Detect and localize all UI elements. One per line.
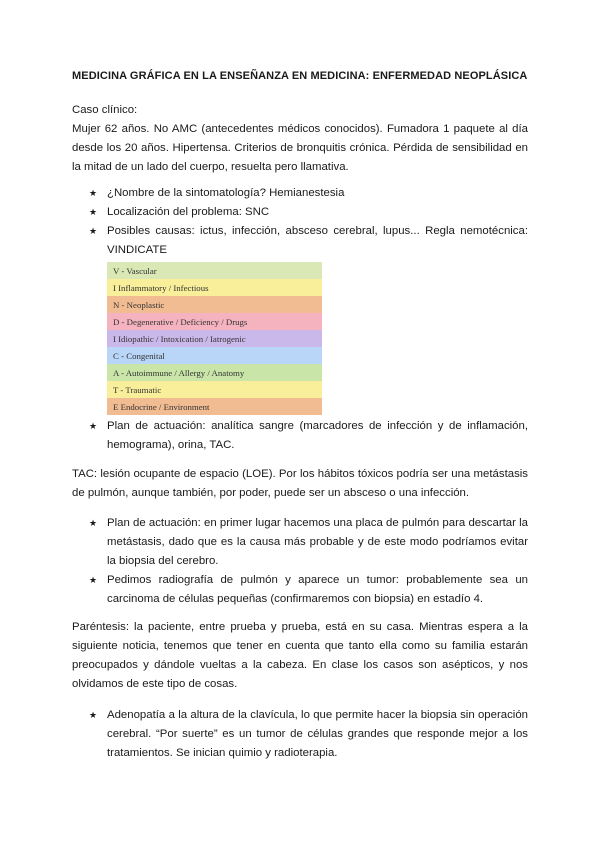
bullet-list-symptoms [72,184,528,260]
vindicate-cell: I Inflammatory / Infectious [107,279,322,296]
list-item [72,203,528,222]
vindicate-row [107,347,322,364]
vindicate-row [107,279,322,296]
vindicate-cell: A - Autoimmune / Allergy / Anatomy [107,364,322,381]
vindicate-cell: I Idiopathic / Intoxication / Iatrogenic [107,330,322,347]
case-heading: Caso clínico: [72,104,138,116]
vindicate-row [107,296,322,313]
bullet-text: Plan de actuación: en primer lugar hacemos una placa de pulmón para descartar la metástasis, dado que es la causa más probable y de este modo podríamos evitar la biopsia del cerebro. [107,517,528,567]
vindicate-row [107,330,322,347]
vindicate-cell: T - Traumatic [107,381,322,398]
star-bullet-icon: ★ [89,207,98,217]
list-item [72,514,528,571]
star-bullet-icon: ★ [89,188,98,198]
vindicate-row [107,364,322,381]
vindicate-row [107,262,322,279]
page-title: MEDICINA GRÁFICA EN LA ENSEÑANZA EN MEDICINA: ENFERMEDAD NEOPLÁSICA [72,70,528,82]
bullet-list-plan [72,417,528,455]
vindicate-row [107,398,322,415]
list-item [72,417,528,455]
case-text: Mujer 62 años. No AMC (antecedentes médicos conocidos). Fumadora 1 paquete al día desde los 20 años. Hipertensa. Criterios de bronquitis crónica. Pérdida de sensibilidad en la mitad de un lado del cuerpo, resuelta pero llamativa. [72,123,528,173]
vindicate-cell: C - Congenital [107,347,322,364]
bullet-text: Posibles causas: ictus, infección, absceso cerebral, lupus... Regla nemotécnica: VINDICATE [107,225,528,256]
bullet-text: ¿Nombre de la sintomatología? Hemianestesia [107,187,345,199]
list-item [72,222,528,260]
vindicate-cell: V - Vascular [107,262,322,279]
bullet-list-lung [72,514,528,609]
bullet-text: Adenopatía a la altura de la clavícula, lo que permite hacer la biopsia sin operación cerebral. “Por suerte” es un tumor de células grandes que responde mejor a los tratamientos. Se inician quimio y radioterapia. [107,709,528,759]
list-item [72,184,528,203]
bullet-text: Pedimos radiografía de pulmón y aparece un tumor: probablemente sea un carcinoma de células pequeñas (confirmaremos con biopsia) en estadío 4. [107,574,528,605]
star-bullet-icon: ★ [89,226,98,236]
star-bullet-icon: ★ [89,710,98,720]
list-item [72,706,528,763]
bullet-list-treatment [72,706,528,763]
vindicate-cell: E Endocrine / Environment [107,398,322,415]
vindicate-row [107,313,322,330]
vindicate-cell: D - Degenerative / Deficiency / Drugs [107,313,322,330]
star-bullet-icon: ★ [89,518,98,528]
tac-paragraph: TAC: lesión ocupante de espacio (LOE). Por los hábitos tóxicos podría ser una metástasis de pulmón, aunque también, por poder, puede ser un absceso o una infección. [72,468,528,499]
star-bullet-icon: ★ [89,575,98,585]
vindicate-table [107,262,322,415]
vindicate-row [107,381,322,398]
bullet-text: Plan de actuación: analítica sangre (marcadores de infección y de inflamación, hemograma), orina, TAC. [107,420,528,451]
vindicate-cell: N - Neoplastic [107,296,322,313]
bullet-text: Localización del problema: SNC [107,206,270,218]
parentesis-paragraph: Paréntesis: la paciente, entre prueba y prueba, está en su casa. Mientras espera a la siguiente noticia, tenemos que tener en cuenta que tanto ella como su familia estarán preocupados y dándole vueltas a la cabeza. En clase los casos son asépticos, y nos olvidamos de este tipo de cosas. [72,621,528,690]
star-bullet-icon: ★ [89,421,98,431]
list-item [72,571,528,609]
